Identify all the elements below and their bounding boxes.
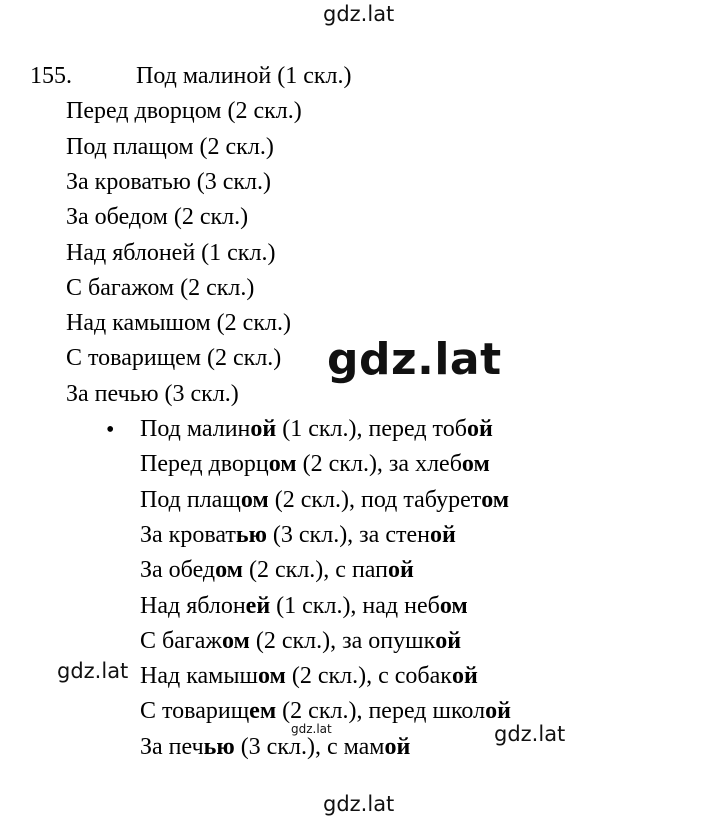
ending-bold: ом bbox=[439, 592, 468, 619]
answer-text: Над яблон bbox=[140, 592, 246, 619]
answer-text: За печ bbox=[140, 733, 204, 760]
answer-line bbox=[140, 558, 414, 582]
source-line: Под плащом (2 скл.) bbox=[66, 133, 274, 160]
answer-text: (3 скл.), за стен bbox=[266, 521, 430, 548]
watermark-top: gdz.lat bbox=[323, 2, 395, 26]
ending-bold: ью bbox=[235, 521, 267, 548]
source-line: За печью (3 скл.) bbox=[66, 380, 239, 407]
ending-bold: ой bbox=[435, 627, 462, 654]
ending-bold: ом bbox=[240, 486, 269, 513]
source-line: С багажом (2 скл.) bbox=[66, 274, 255, 301]
ending-bold: ой bbox=[451, 663, 478, 690]
source-line: Над камышом (2 скл.) bbox=[66, 310, 291, 337]
answer-line bbox=[140, 735, 410, 759]
bullet-marker: • bbox=[106, 417, 115, 443]
answer-text: (1 скл.), перед тоб bbox=[276, 416, 467, 442]
answer-line bbox=[140, 664, 478, 688]
ending-bold: ом bbox=[257, 663, 286, 690]
ending-bold: ой bbox=[250, 416, 277, 442]
answer-line bbox=[140, 488, 509, 512]
ending-bold: ей bbox=[245, 592, 271, 619]
answer-text: Под плащ bbox=[140, 486, 241, 513]
watermark-small: gdz.lat bbox=[291, 722, 332, 736]
answer-text: (1 скл.), над неб bbox=[270, 592, 440, 619]
answer-text: (2 скл.), с пап bbox=[243, 557, 388, 584]
ending-bold: ой bbox=[485, 698, 511, 725]
ending-bold: ом bbox=[481, 486, 510, 513]
source-line: За кроватью (3 скл.) bbox=[66, 168, 272, 195]
ending-bold: ом bbox=[215, 557, 244, 584]
exercise-number: 155. bbox=[30, 63, 72, 89]
answer-line bbox=[140, 523, 456, 547]
watermark-left: gdz.lat bbox=[57, 659, 129, 683]
answer-text: Перед дворц bbox=[140, 451, 269, 478]
ending-bold: ой bbox=[429, 521, 456, 548]
ending-bold: ью bbox=[203, 733, 235, 760]
answer-text: За кроват bbox=[140, 521, 236, 548]
source-line: Над яблоней (1 скл.) bbox=[66, 239, 276, 266]
watermark-bottom: gdz.lat bbox=[323, 792, 395, 816]
answer-text: (2 скл.), за опушк bbox=[249, 627, 436, 654]
answer-text: С багаж bbox=[140, 627, 222, 654]
source-line: С товарищем (2 скл.) bbox=[66, 345, 282, 372]
source-line: Перед дворцом (2 скл.) bbox=[66, 98, 302, 125]
ending-bold: ем bbox=[249, 698, 277, 725]
watermark-right: gdz.lat bbox=[494, 722, 566, 746]
answer-text: С товарищ bbox=[140, 698, 250, 725]
ending-bold: ой bbox=[384, 733, 411, 760]
answer-text: За обед bbox=[140, 557, 216, 584]
ending-bold: ой bbox=[466, 416, 493, 442]
answer-line bbox=[140, 629, 461, 653]
answer-text: (2 скл.), за хлеб bbox=[296, 451, 462, 478]
answer-line bbox=[140, 417, 493, 441]
ending-bold: ом bbox=[461, 451, 490, 478]
answer-text: (2 скл.), с собак bbox=[285, 663, 452, 690]
ending-bold: ом bbox=[221, 627, 250, 654]
answer-text: Под малин bbox=[140, 416, 251, 442]
answer-text: (2 скл.), под табурет bbox=[268, 486, 482, 513]
answer-line bbox=[140, 594, 468, 618]
watermark-center: gdz.lat bbox=[327, 334, 502, 385]
ending-bold: ой bbox=[387, 557, 414, 584]
ending-bold: ом bbox=[268, 451, 297, 478]
answer-line bbox=[140, 452, 490, 476]
answer-text: (2 скл.), перед школ bbox=[276, 698, 486, 725]
source-line: За обедом (2 скл.) bbox=[66, 204, 249, 231]
answer-text: Над камыш bbox=[140, 663, 258, 690]
answer-text: (3 скл.), с мам bbox=[234, 733, 385, 760]
source-line: Под малиной (1 скл.) bbox=[136, 63, 352, 89]
answer-line bbox=[140, 699, 511, 723]
